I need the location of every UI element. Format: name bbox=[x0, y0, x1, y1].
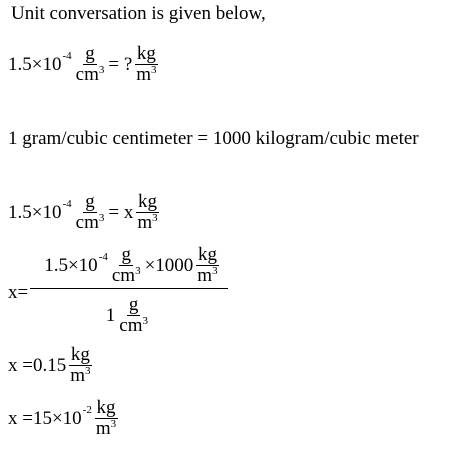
eq3-den-unit-den: cm bbox=[119, 314, 143, 336]
eq4-unit-fraction bbox=[68, 345, 92, 386]
eq3-num-unit-den-wrap bbox=[110, 266, 143, 286]
eq5-unit-den-wrap bbox=[94, 419, 118, 439]
eq5-unit-num: kg bbox=[96, 397, 116, 418]
eq3-big-fraction bbox=[30, 245, 227, 336]
eq3-den-unit-fraction bbox=[117, 295, 150, 336]
eq5-exp: -2 bbox=[82, 403, 92, 416]
equation-1 bbox=[8, 44, 161, 85]
eq4-unit-num: kg bbox=[70, 344, 90, 365]
eq4-unit-den: m bbox=[70, 364, 85, 386]
eq3-num-unit-fraction bbox=[110, 245, 143, 286]
eq1-rhs-num: kg bbox=[136, 43, 156, 64]
eq2-rhs-fraction bbox=[135, 192, 159, 233]
eq4-unit-den-exp: 3 bbox=[85, 364, 91, 377]
eq1-rhs-fraction bbox=[134, 44, 158, 85]
eq3-num-unit-den-exp: 3 bbox=[135, 264, 141, 277]
eq5-unit-den: m bbox=[95, 417, 111, 439]
eq5-unit-den-exp: 3 bbox=[110, 417, 117, 430]
equation-5 bbox=[8, 398, 120, 439]
eq1-rhs-den-exp: 3 bbox=[151, 63, 157, 76]
eq1-unit-num: g bbox=[85, 43, 95, 64]
eq2-rhs-den-exp: 3 bbox=[152, 211, 158, 224]
eq1-unit-den-wrap bbox=[74, 65, 107, 85]
eq3-num-unit2-den-wrap bbox=[195, 266, 219, 286]
eq1-rhs-den-wrap bbox=[134, 65, 158, 85]
eq2-unit-den: cm bbox=[75, 211, 99, 233]
eq2-unit-fraction bbox=[74, 192, 107, 233]
eq3-num-unit-num: g bbox=[121, 244, 131, 265]
eq1-unit-den-exp: 3 bbox=[98, 63, 105, 76]
eq5-lhs: x =15×10 bbox=[8, 407, 82, 429]
eq3-denominator bbox=[106, 289, 152, 336]
eq2-equals: = x bbox=[108, 201, 134, 223]
eq2-rhs-num: kg bbox=[137, 191, 157, 212]
eq1-equals: = ? bbox=[108, 53, 133, 75]
eq3-den-coef: 1 bbox=[105, 304, 116, 326]
eq2-rhs-den-wrap bbox=[135, 213, 159, 233]
eq3-num-unit2-den: m bbox=[197, 264, 213, 286]
eq4-lhs: x =0.15 bbox=[8, 354, 67, 376]
eq1-unit-fraction bbox=[74, 44, 107, 85]
conversion-definition: 1 gram/cubic centimeter = 1000 kilogram/cubic meter bbox=[8, 128, 419, 149]
intro-text: Unit conversation is given below, bbox=[11, 3, 266, 24]
eq3-num-unit2-num: kg bbox=[197, 244, 217, 265]
eq3-den-unit-den-exp: 3 bbox=[142, 314, 148, 327]
eq3-den-unit-den-wrap bbox=[117, 316, 150, 336]
equation-4 bbox=[8, 345, 95, 386]
eq2-unit-num: g bbox=[85, 191, 95, 212]
equation-3 bbox=[8, 245, 228, 336]
eq2-lhs-exp: -4 bbox=[62, 197, 72, 210]
eq4-unit-den-wrap bbox=[68, 366, 92, 386]
eq3-num-coef: 1.5×10 bbox=[44, 254, 98, 276]
eq2-unit-den-wrap bbox=[74, 213, 107, 233]
eq2-unit-den-exp: 3 bbox=[98, 211, 105, 224]
eq5-unit-fraction bbox=[94, 398, 118, 439]
eq1-rhs-den: m bbox=[136, 63, 152, 85]
eq3-num-unit-den: cm bbox=[111, 264, 136, 286]
eq1-unit-den: cm bbox=[75, 63, 99, 85]
eq3-lhs: x= bbox=[8, 281, 29, 303]
eq1-lhs-coef: 1.5×10 bbox=[8, 53, 62, 75]
eq1-lhs-exp: -4 bbox=[62, 49, 72, 62]
eq2-rhs-den: m bbox=[137, 211, 153, 233]
equation-2 bbox=[8, 192, 162, 233]
eq3-times: ×1000 bbox=[144, 254, 194, 276]
eq3-num-exp: -4 bbox=[98, 250, 108, 263]
eq3-numerator bbox=[30, 245, 227, 289]
eq3-den-unit-num: g bbox=[128, 293, 139, 315]
eq2-lhs-coef: 1.5×10 bbox=[8, 201, 62, 223]
eq3-num-unit2-fraction bbox=[195, 245, 219, 286]
eq3-num-unit2-den-exp: 3 bbox=[212, 264, 218, 277]
